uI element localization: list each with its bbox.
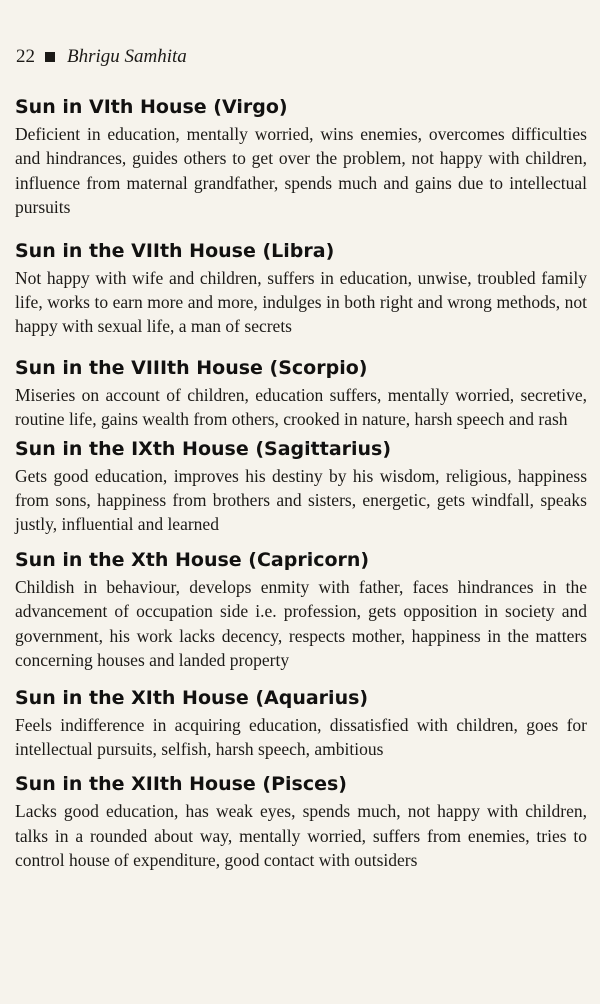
section-heading: Sun in the Xth House (Capricorn): [15, 548, 370, 571]
section-heading: Sun in the VIIIth House (Scorpio): [15, 356, 368, 379]
book-title: Bhrigu Samhita: [67, 46, 187, 67]
section-sun-8th-house: [15, 353, 587, 432]
section-text: Lacks good education, has weak eyes, spends much, not happy with children, talks in a rounded about way, mentally worried, suffers from enemies, tries to control house of expenditure, good contact with outsiders: [15, 801, 587, 871]
section-sun-11th-house: [15, 683, 587, 762]
section-heading: Sun in the IXth House (Sagittarius): [15, 437, 392, 460]
section-sun-10th-house: [15, 545, 587, 673]
section-heading: Sun in the XIIth House (Pisces): [15, 773, 347, 796]
section-heading: Sun in the XIth House (Aquarius): [15, 686, 369, 709]
section-text: Deficient in education, mentally worried, wins enemies, overcomes difficulties and hindrances, guides others to get over the problem, not happy with children, influence from maternal grandfather, spends much and gains due to intellectual pursuits: [15, 124, 587, 218]
running-header: [16, 46, 187, 68]
section-heading: Sun in the VIIth House (Libra): [15, 239, 335, 262]
section-sun-12th-house: [15, 769, 587, 872]
section-text: Not happy with wife and children, suffers in education, unwise, troubled family life, works to earn more and more, indulges in both right and wrong methods, not happy with sexual life, a man of secrets: [15, 267, 587, 337]
section-sun-7th-house: [15, 236, 587, 339]
section-heading: Sun in VIth House (Virgo): [15, 96, 288, 118]
section-sun-6th-house: [15, 92, 587, 220]
section-text: Gets good education, improves his destiny by his wisdom, religious, happiness from sons, happiness from brothers and sisters, energetic, gets windfall, speaks justly, influential and learned: [15, 465, 587, 535]
page-content: [15, 92, 587, 873]
section-text: Childish in behaviour, develops enmity with father, faces hindrances in the advancement of occupation side i.e. profession, gets opposition in society and government, his work lacks decency, respects mother, happiness in the matters concerning houses and landed property: [15, 576, 587, 671]
page-number: 22: [16, 46, 35, 67]
section-sun-9th-house: [15, 434, 587, 537]
section-text: Miseries on account of children, education suffers, mentally worried, secretive, routine life, gains wealth from others, crooked in nature, harsh speech and rash: [15, 384, 587, 430]
section-text: Feels indifference in acquiring education, dissatisfied with children, goes for intellectual pursuits, selfish, harsh speech, ambitious: [15, 714, 587, 759]
square-bullet-icon: [45, 52, 55, 62]
